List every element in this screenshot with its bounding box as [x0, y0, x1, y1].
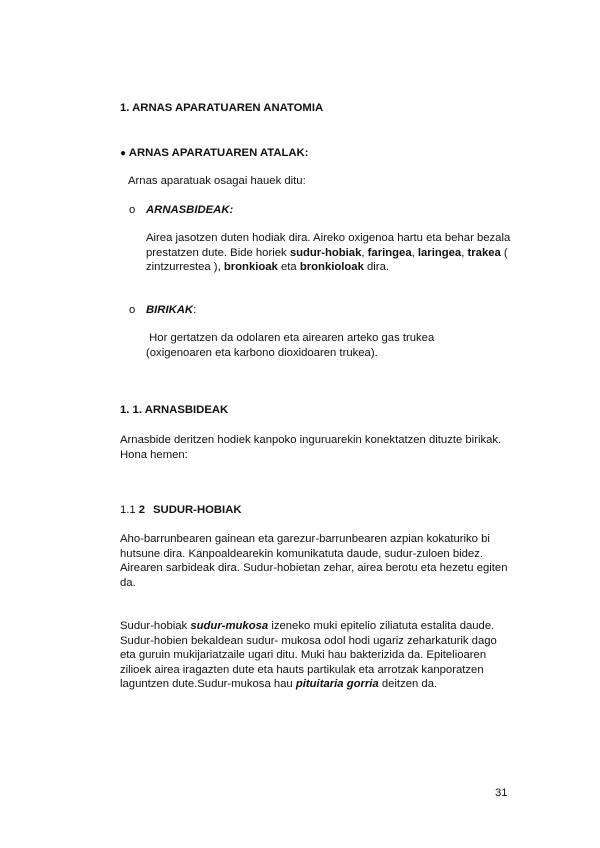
- text-run: ,: [461, 246, 468, 259]
- text-run: bronkioak: [223, 261, 278, 274]
- text-run: eta: [277, 261, 300, 274]
- page-number: 31: [495, 787, 508, 799]
- item-title-birikak: BIRIKAK: [146, 304, 194, 316]
- text-run: pituitaria gorria: [295, 678, 379, 691]
- item-title-colon: :: [193, 304, 197, 316]
- section-heading-sudur-hobiak: [120, 503, 242, 518]
- section-text-arnasbideak: Arnasbide deritzen hodiek kanpoko inguruarekin konektatzen dituzte birikak. Hona hemen:: [120, 434, 502, 461]
- item-marker-1: o: [129, 204, 136, 216]
- item-title-birikak-wrap: [146, 303, 196, 318]
- text-run: ,: [361, 246, 368, 259]
- section-title: SUDUR-HOBIAK: [153, 504, 242, 516]
- bullet-heading: [120, 146, 308, 162]
- text-run: trakea: [467, 246, 501, 259]
- item-marker-2: o: [129, 304, 136, 316]
- text-run: bronkioloak: [299, 261, 364, 274]
- sudur-hobiak-paragraph-1: Aho-barrunbearen gainean eta garezur-barrunbearen azpian kokaturiko bi hutsune dira. Kanpoaldearekin komunikatuta daude, sudur-zuloen bidez. Airearen sarbideak dira. Sudur-hobietan zehar, airea berotu eta hezetu egiten da.: [120, 533, 508, 589]
- section-number: 1.1: [120, 504, 136, 516]
- text-run: deitzen da.: [378, 678, 438, 691]
- text-run: Airea jasotzen duten hodiak dira. Aireko oxigenoa hartu eta behar bezala prestatzen dute. Bide horiek: [146, 232, 511, 259]
- text-run: laringea: [417, 246, 462, 259]
- text-run: ,: [411, 246, 418, 259]
- item-paragraph-birikak: Hor gertatzen da odolaren eta airearen arteko gas trukea (oxigenoaren eta karbono dioxidoaren trukea).: [146, 332, 438, 359]
- section-number-bold: 2: [138, 504, 146, 516]
- section-heading-arnasbideak: 1. 1. ARNASBIDEAK: [120, 404, 229, 416]
- text-run: Sudur-hobiak: [120, 620, 191, 632]
- item-title-arnasbideak: ARNASBIDEAK:: [146, 204, 234, 216]
- text-run: sudur-hobiak: [289, 246, 362, 259]
- main-heading: 1. ARNAS APARATUAREN ANATOMIA: [120, 102, 324, 114]
- bullet-heading-text: ARNAS APARATUAREN ATALAK:: [128, 147, 309, 159]
- text-run: sudur-mukosa: [190, 620, 269, 632]
- intro-text: Arnas aparatuak osagai hauek ditu:: [128, 175, 306, 187]
- item-paragraph-arnasbideak: [146, 231, 516, 275]
- text-run: izeneko muki epitelio ziliatuta estalita daude. Sudur-hobien bekaldean sudur- mukosa odol hodi ugariz zeharkaturik dago eta guruin mukijariatzaile ugari ditu. Muki hau bakterizida da. Epitelioaren zilioek airea iragazten dute eta hauts partikulak eta arrotzak kanporatzen laguntzen dute.Sudur-mukosa hau: [120, 620, 497, 691]
- sudur-hobiak-paragraph-2: [120, 619, 512, 692]
- text-run: ( zintzurrestea ),: [146, 246, 508, 274]
- text-run: dira.: [363, 261, 389, 274]
- bullet-icon: ●: [120, 148, 127, 159]
- text-run: faringea: [367, 246, 412, 259]
